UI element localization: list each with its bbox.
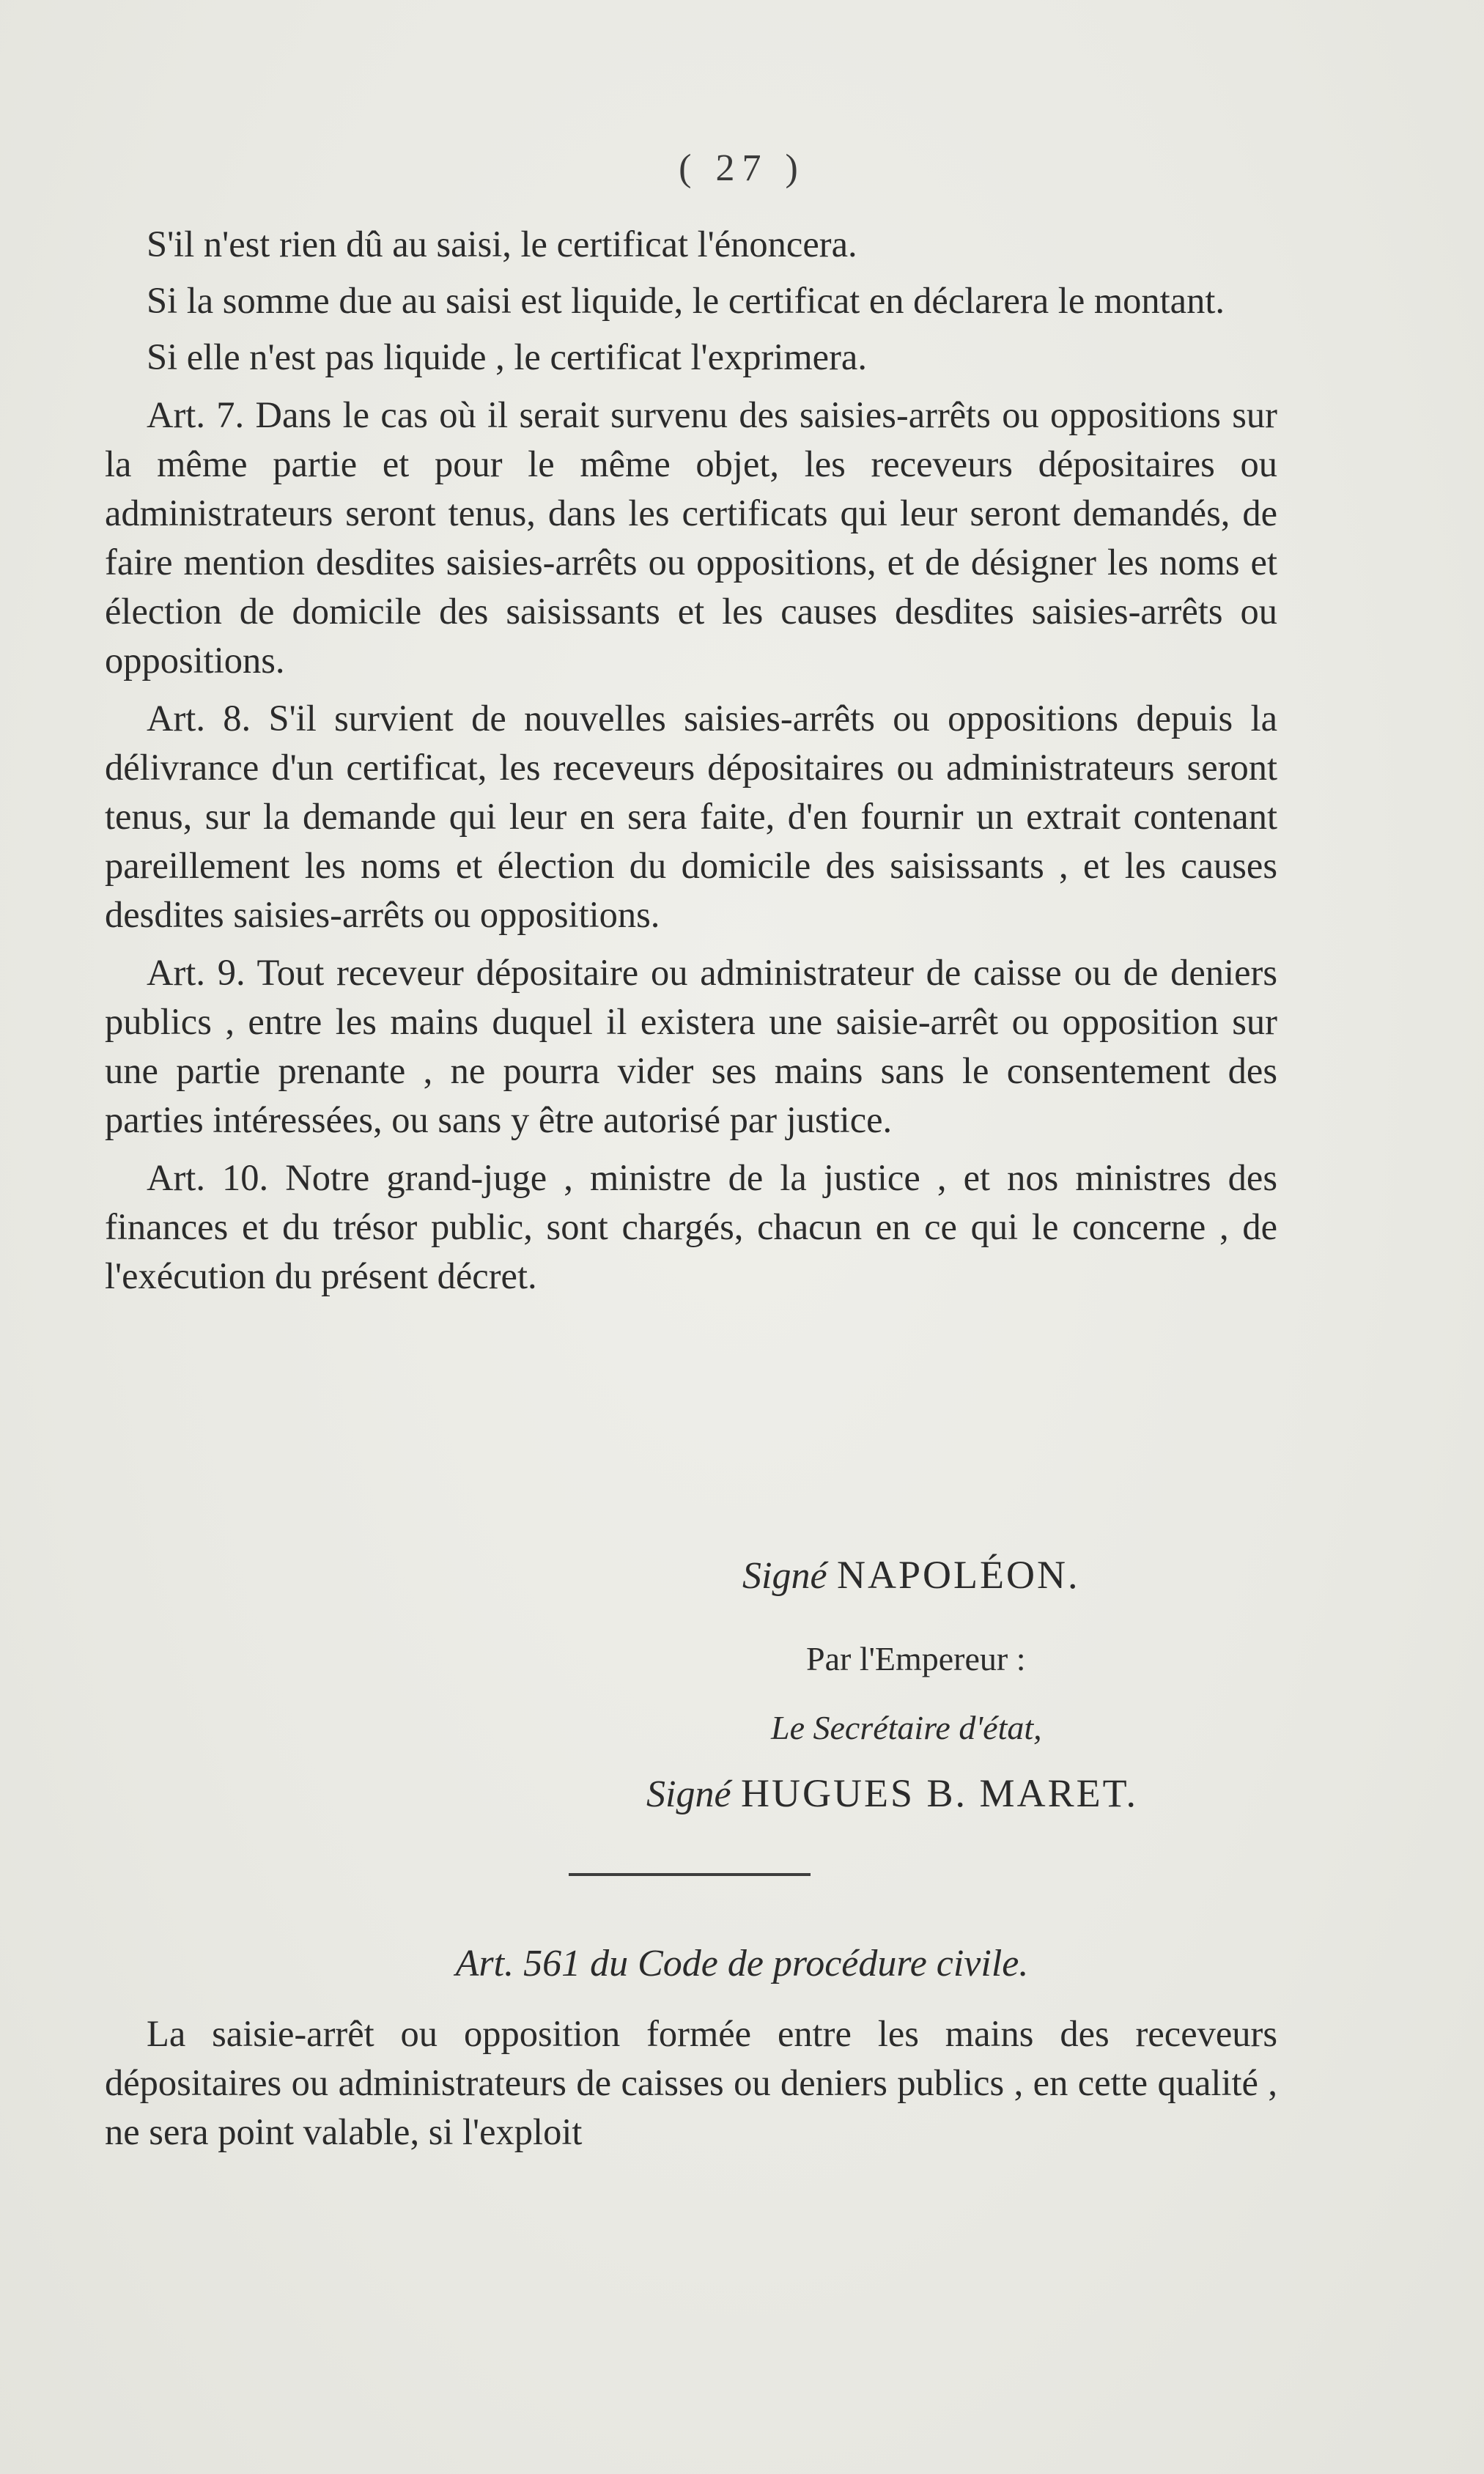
paragraph-pas-liquide: Si elle n'est pas liquide , le certificat l'exprimera.	[147, 336, 867, 377]
par-empereur: Par l'Empereur :	[806, 1640, 1026, 1677]
paragraph-somme-liquide: Si la somme due au saisi est liquide, le certificat en déclarera le montant.	[147, 280, 1225, 321]
paragraph-art-561: La saisie-arrêt ou opposition formée entre les mains des receveurs dépositaires ou administrateurs de caisses ou deniers publics , en cette qualité , ne sera point valable, si l'exploit	[105, 2013, 1277, 2152]
paragraph-art-10: Art. 10. Notre grand-juge , ministre de la justice , et nos ministres des finances et du trésor public, sont chargés, chacun en ce qui le concerne , de l'exécution du présent décret.	[105, 1157, 1277, 1296]
signature-maret	[646, 1770, 1138, 1816]
signature-name: NAPOLÉON.	[837, 1553, 1080, 1597]
separator-rule	[569, 1873, 811, 1876]
code-heading: Art. 561 du Code de procédure civile.	[455, 1943, 1029, 1984]
signature-napoleon	[742, 1552, 1080, 1598]
body-text-bottom	[105, 2009, 1277, 2157]
page-number: ( 27 )	[679, 147, 805, 189]
signature-prefix: Signé	[742, 1555, 827, 1597]
paragraph-art-9: Art. 9. Tout receveur dépositaire ou administrateur de caisse ou de deniers publics , entre les mains duquel il existera une saisie-arrêt ou opposition sur une partie prenante , ne pourra vider ses mains sans le consentement des parties intéressées, ou sans y être autorisé par justice.	[105, 952, 1277, 1140]
secretaire-etat: Le Secrétaire d'état,	[771, 1709, 1042, 1746]
paragraph-rien-du: S'il n'est rien dû au saisi, le certificat l'énoncera.	[147, 224, 857, 265]
signature-name: HUGUES B. MARET.	[741, 1771, 1139, 1815]
body-text-top	[105, 220, 1277, 1301]
signature-prefix: Signé	[646, 1773, 731, 1815]
paragraph-art-7: Art. 7. Dans le cas où il serait survenu des saisies-arrêts ou oppositions sur la même partie et pour le même objet, les receveurs dépositaires ou administrateurs seront tenus, dans les certificats qui leur seront demandés, de faire mention desdites saisies-arrêts ou oppositions, et de désigner les noms et élection de domicile des saisissants et les causes desdites saisies-arrêts ou oppositions.	[105, 394, 1277, 681]
paragraph-art-8: Art. 8. S'il survient de nouvelles saisies-arrêts ou oppositions depuis la délivrance d'un certificat, les receveurs dépositaires ou administrateurs seront tenus, sur la demande qui leur en sera faite, d'en fournir un extrait contenant pareillement les noms et élection du domicile des saisissants , et les causes desdites saisies-arrêts ou oppositions.	[105, 698, 1277, 935]
